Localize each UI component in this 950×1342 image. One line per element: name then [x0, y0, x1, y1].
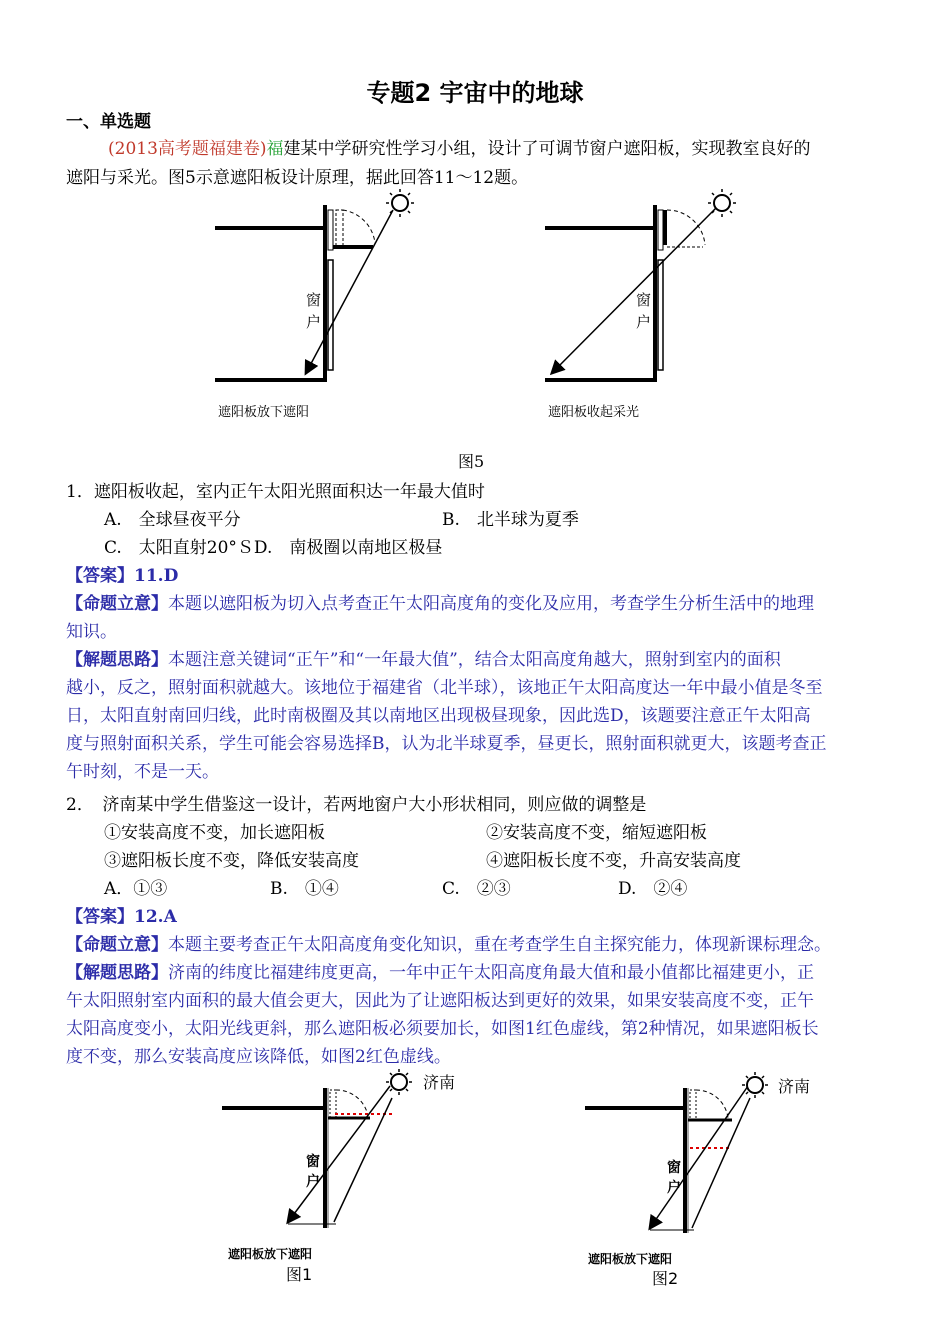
- q1-idea-text: 本题注意关键词“正午”和“一年最大值”，结合太阳高度角越大，照射到室内的面积: [168, 650, 781, 670]
- q2-idea-line-3: 太阳高度变小，太阳光线更斜，那么遮阳板必须要加长，如图1红色虚线，第2种情况，如果遮阳板长: [66, 1019, 819, 1039]
- q2-answer: 【答案】12.A: [66, 907, 177, 927]
- highlight-char: 福: [266, 139, 284, 159]
- q1-idea-label: 【解题思路】: [66, 650, 168, 670]
- page-title: 专题2 宇宙中的地球: [366, 79, 584, 107]
- q2-option-a: A．①③: [104, 879, 168, 899]
- q1-option-b: B. 北半球为夏季: [442, 510, 579, 530]
- q2-intent-label: 【命题立意】: [66, 935, 168, 955]
- q2-idea-text: 济南的纬度比福建纬度更高，一年中正午太阳高度角最大值和最小值都比福建更小，正: [168, 963, 814, 983]
- q1-intent-line-2: 知识。: [66, 622, 117, 642]
- sun-icon: [386, 189, 414, 217]
- q2-statement-2: ②安装高度不变，缩短遮阳板: [486, 823, 707, 843]
- window-label-bottom: 户: [306, 313, 322, 331]
- intro-line-2: 遮阳与采光。图5示意遮阳板设计原理，据此回答11～12题。: [66, 168, 529, 188]
- q2-idea-label: 【解题思路】: [66, 963, 168, 983]
- q2-option-b: B. ①④: [270, 879, 339, 899]
- q2-stem: 2． 济南某中学生借鉴这一设计，若两地窗户大小形状相同，则应做的调整是: [66, 795, 647, 815]
- window-label-top: 窗: [306, 1154, 320, 1170]
- sun-icon: [386, 1069, 412, 1095]
- q2-statement-3: ③遮阳板长度不变，降低安装高度: [104, 851, 359, 871]
- figure-2-caption: 遮阳板放下遮阳: [588, 1252, 673, 1266]
- q2-statement-1: ①安装高度不变，加长遮阳板: [104, 823, 325, 843]
- q2-intent-line-1: [66, 930, 831, 955]
- q1-idea-line-2: 越小，反之，照射面积就越大。该地位于福建省（北半球），该地正午太阳高度达一年中最小值是冬至: [66, 678, 823, 698]
- q2-option-c: C. ②③: [442, 879, 511, 899]
- window-label-top: 窗: [667, 1160, 681, 1176]
- left-room-diagram: [215, 189, 414, 420]
- figure-5-caption: 图5: [458, 452, 485, 471]
- window-label-top: 窗: [306, 291, 322, 309]
- q1-option-a: A. 全球昼夜平分: [104, 510, 241, 530]
- q2-statement-4: ④遮阳板长度不变，升高安装高度: [486, 851, 741, 871]
- q2-idea-line-1: [66, 958, 814, 983]
- section-heading: 一、单选题: [66, 112, 151, 132]
- place-label-2: 济南: [778, 1077, 811, 1096]
- q2-intent-text: 本题主要考查正午太阳高度角变化知识，重在考查学生自主探究能力，体现新课标理念。: [168, 935, 831, 955]
- place-label-1: 济南: [423, 1073, 456, 1092]
- q1-intent-line-1: [66, 589, 814, 614]
- right-diagram-caption: 遮阳板收起采光: [548, 405, 640, 420]
- figure-2: [585, 1072, 810, 1288]
- q1-intent-text: 本题以遮阳板为切入点考查正午太阳高度角的变化及应用，考查学生分析生活中的地理: [168, 594, 814, 614]
- q2-idea-line-2: 午太阳照射室内面积的最大值会更大，因此为了让遮阳板达到更好的效果，如果安装高度不变，正午: [66, 991, 814, 1011]
- sun-icon: [708, 189, 736, 217]
- intro-text-1: 建某中学研究性学习小组，设计了可调节窗户遮阳板，实现教室良好的: [283, 139, 811, 159]
- source-tag: (2013高考题福建卷): [108, 139, 267, 159]
- figure-1: [222, 1069, 455, 1284]
- figure-1-label: 图1: [286, 1265, 313, 1284]
- figure-1-2-diagram: [210, 1068, 850, 1318]
- left-diagram-caption: 遮阳板放下遮阳: [218, 405, 310, 420]
- q1-option-cd: C. 太阳直射20°ＳD. 南极圈以南地区极昼: [104, 538, 443, 558]
- intro-line-1: [108, 134, 811, 159]
- sun-icon: [742, 1072, 768, 1098]
- right-room-diagram: [545, 189, 736, 420]
- q1-idea-line-4: 度与照射面积关系，学生可能会容易选择B，认为北半球夏季，昼更长，照射面积就更大，该题考查正: [66, 734, 827, 754]
- q1-answer: 【答案】11.D: [66, 566, 179, 586]
- window-label-bottom: 户: [636, 313, 652, 331]
- q1-idea-line-3: 日，太阳直射南回归线，此时南极圈及其以南地区出现极昼现象，因此选D，该题要注意正午太阳高: [66, 706, 811, 726]
- q1-stem: 1．遮阳板收起，室内正午太阳光照面积达一年最大值时: [66, 482, 485, 502]
- figure-2-label: 图2: [652, 1269, 679, 1288]
- q1-idea-line-5: 午时刻，不是一天。: [66, 762, 219, 782]
- q2-idea-line-4: 度不变，那么安装高度应该降低，如图2红色虚线。: [66, 1047, 451, 1067]
- q1-intent-label: 【命题立意】: [66, 594, 168, 614]
- window-label-bottom: 户: [667, 1180, 681, 1196]
- q1-idea-line-1: [66, 645, 781, 670]
- figure-5-diagram: [200, 185, 760, 425]
- figure-1-caption: 遮阳板放下遮阳: [228, 1247, 313, 1261]
- window-label-bottom: 户: [306, 1174, 320, 1190]
- window-label-top: 窗: [636, 291, 652, 309]
- q2-option-d: D. ②④: [618, 879, 688, 899]
